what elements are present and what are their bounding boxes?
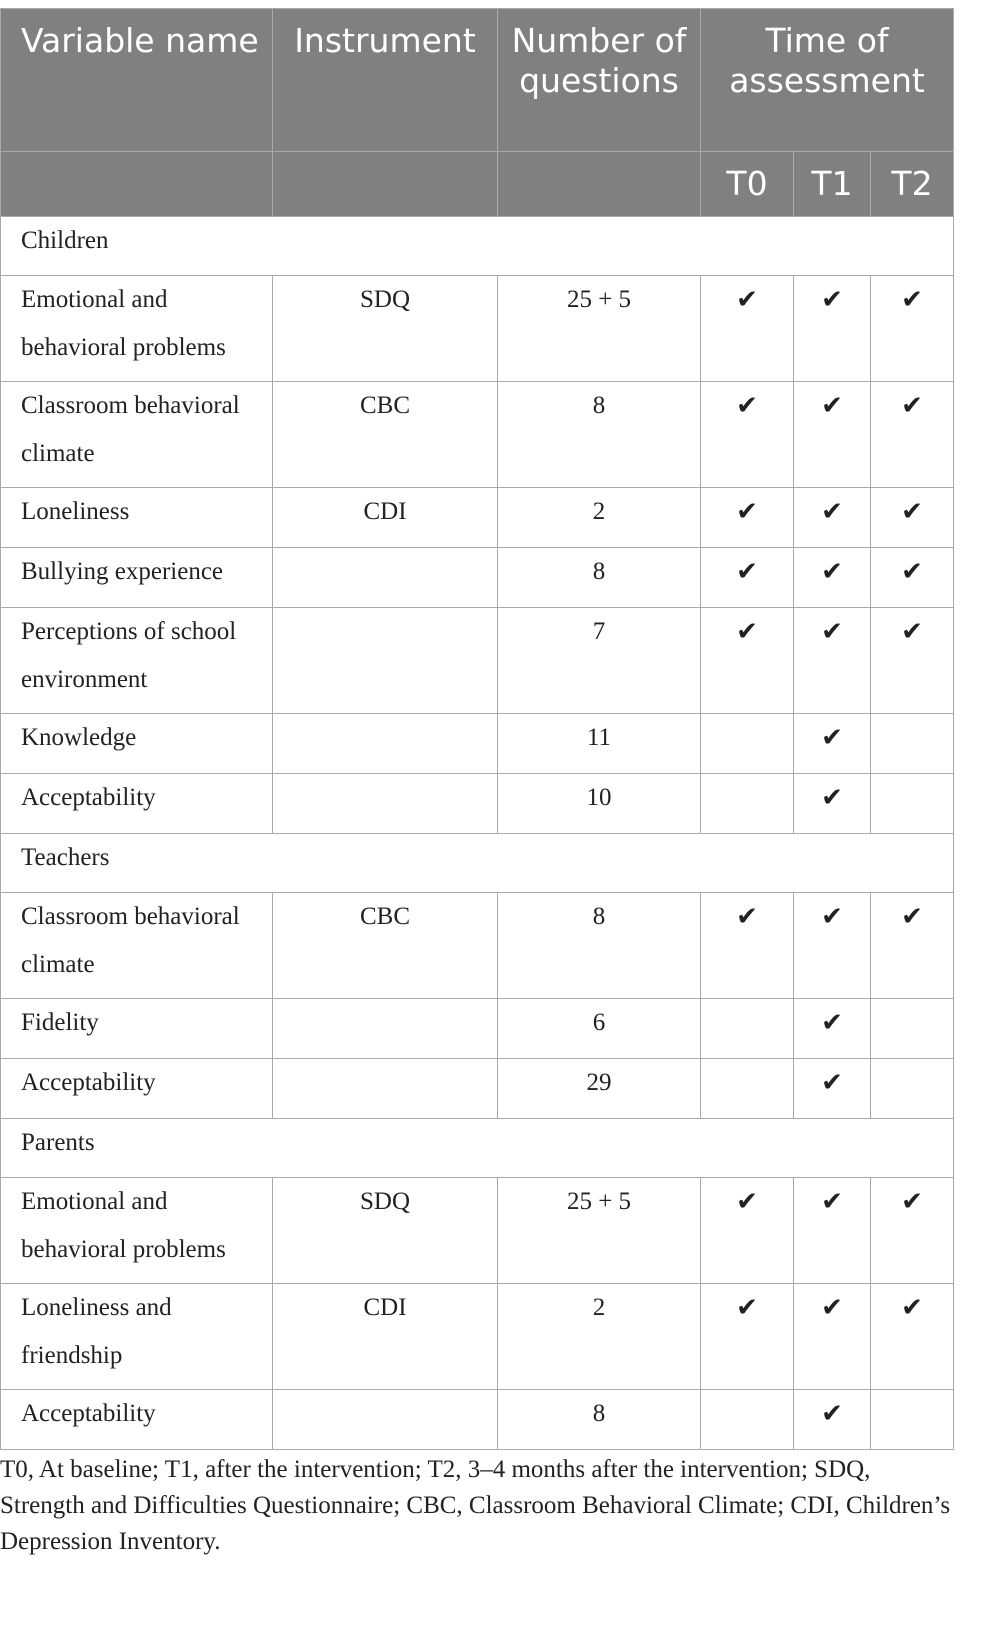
check-mark-icon: ✔ bbox=[901, 1293, 923, 1323]
section-label: Parents bbox=[1, 1119, 954, 1178]
check-mark-icon: ✔ bbox=[821, 783, 843, 813]
t2-cell bbox=[871, 1284, 954, 1390]
t1-cell bbox=[794, 999, 871, 1059]
t1-cell bbox=[794, 893, 871, 999]
check-mark-icon: ✔ bbox=[821, 557, 843, 587]
table-header bbox=[1, 9, 954, 217]
instrument-cell: CDI bbox=[273, 488, 498, 548]
table-row bbox=[1, 548, 954, 608]
check-mark-icon: ✔ bbox=[736, 1293, 758, 1323]
t2-cell bbox=[871, 893, 954, 999]
t1-cell bbox=[794, 1178, 871, 1284]
check-mark-icon: ✔ bbox=[821, 1187, 843, 1217]
table-row bbox=[1, 714, 954, 774]
t0-cell bbox=[701, 714, 794, 774]
questions-cell: 8 bbox=[498, 1390, 701, 1450]
instrument-cell bbox=[273, 548, 498, 608]
variable-name-cell: Perceptions of school environment bbox=[1, 608, 273, 714]
header-blank-cell bbox=[273, 152, 498, 217]
t0-cell bbox=[701, 276, 794, 382]
t0-cell bbox=[701, 608, 794, 714]
check-mark-icon: ✔ bbox=[821, 902, 843, 932]
check-mark-icon: ✔ bbox=[901, 557, 923, 587]
check-mark-icon: ✔ bbox=[901, 391, 923, 421]
questions-cell: 11 bbox=[498, 714, 701, 774]
instrument-cell bbox=[273, 714, 498, 774]
instrument-cell bbox=[273, 608, 498, 714]
t1-cell bbox=[794, 276, 871, 382]
table-row bbox=[1, 1284, 954, 1390]
section-row bbox=[1, 1119, 954, 1178]
instrument-cell bbox=[273, 1059, 498, 1119]
check-mark-icon: ✔ bbox=[821, 497, 843, 527]
variable-name-cell: Loneliness and friendship bbox=[1, 1284, 273, 1390]
variable-name-cell: Emotional and behavioral problems bbox=[1, 276, 273, 382]
questions-cell: 2 bbox=[498, 488, 701, 548]
t1-cell bbox=[794, 608, 871, 714]
t1-cell bbox=[794, 1059, 871, 1119]
table-row bbox=[1, 1178, 954, 1284]
check-mark-icon: ✔ bbox=[901, 497, 923, 527]
t2-cell bbox=[871, 488, 954, 548]
t0-cell bbox=[701, 999, 794, 1059]
t1-cell bbox=[794, 1390, 871, 1450]
t2-cell bbox=[871, 382, 954, 488]
questions-cell: 25 + 5 bbox=[498, 276, 701, 382]
section-row bbox=[1, 834, 954, 893]
t2-cell bbox=[871, 1059, 954, 1119]
questions-cell: 2 bbox=[498, 1284, 701, 1390]
check-mark-icon: ✔ bbox=[736, 285, 758, 315]
check-mark-icon: ✔ bbox=[821, 723, 843, 753]
instrument-cell bbox=[273, 1390, 498, 1450]
t1-cell bbox=[794, 774, 871, 834]
variable-name-cell: Bullying experience bbox=[1, 548, 273, 608]
variable-name-cell: Loneliness bbox=[1, 488, 273, 548]
check-mark-icon: ✔ bbox=[736, 902, 758, 932]
variable-name-cell: Knowledge bbox=[1, 714, 273, 774]
instrument-cell: SDQ bbox=[273, 276, 498, 382]
instrument-cell bbox=[273, 999, 498, 1059]
instrument-cell bbox=[273, 774, 498, 834]
assessment-table bbox=[0, 8, 954, 1450]
t2-cell bbox=[871, 1178, 954, 1284]
section-row bbox=[1, 217, 954, 276]
t1-cell bbox=[794, 714, 871, 774]
check-mark-icon: ✔ bbox=[736, 1187, 758, 1217]
check-mark-icon: ✔ bbox=[736, 391, 758, 421]
header-instrument: Instrument bbox=[273, 9, 498, 152]
t2-cell bbox=[871, 1390, 954, 1450]
header-t0: T0 bbox=[701, 152, 794, 217]
t1-cell bbox=[794, 382, 871, 488]
t2-cell bbox=[871, 774, 954, 834]
check-mark-icon: ✔ bbox=[901, 285, 923, 315]
t0-cell bbox=[701, 774, 794, 834]
check-mark-icon: ✔ bbox=[821, 617, 843, 647]
table-body bbox=[1, 217, 954, 1450]
questions-cell: 29 bbox=[498, 1059, 701, 1119]
variable-name-cell: Classroom behavioral climate bbox=[1, 382, 273, 488]
table-row bbox=[1, 382, 954, 488]
table-row bbox=[1, 1059, 954, 1119]
instrument-cell: SDQ bbox=[273, 1178, 498, 1284]
t0-cell bbox=[701, 1178, 794, 1284]
t2-cell bbox=[871, 608, 954, 714]
variable-name-cell: Acceptability bbox=[1, 774, 273, 834]
header-number-of-questions: Number of questions bbox=[498, 9, 701, 152]
check-mark-icon: ✔ bbox=[821, 285, 843, 315]
t0-cell bbox=[701, 548, 794, 608]
check-mark-icon: ✔ bbox=[821, 1068, 843, 1098]
table-row bbox=[1, 774, 954, 834]
check-mark-icon: ✔ bbox=[821, 1399, 843, 1429]
questions-cell: 25 + 5 bbox=[498, 1178, 701, 1284]
table-row bbox=[1, 999, 954, 1059]
section-label: Children bbox=[1, 217, 954, 276]
t2-cell bbox=[871, 999, 954, 1059]
header-blank-cell bbox=[1, 152, 273, 217]
section-label: Teachers bbox=[1, 834, 954, 893]
header-time-of-assessment: Time of assessment bbox=[701, 9, 954, 152]
check-mark-icon: ✔ bbox=[736, 497, 758, 527]
t0-cell bbox=[701, 1284, 794, 1390]
t1-cell bbox=[794, 548, 871, 608]
questions-cell: 8 bbox=[498, 382, 701, 488]
t1-cell bbox=[794, 1284, 871, 1390]
questions-cell: 6 bbox=[498, 999, 701, 1059]
check-mark-icon: ✔ bbox=[901, 1187, 923, 1217]
header-blank-cell bbox=[498, 152, 701, 217]
instrument-cell: CBC bbox=[273, 893, 498, 999]
header-variable-name: Variable name bbox=[1, 9, 273, 152]
table-row bbox=[1, 893, 954, 999]
questions-cell: 8 bbox=[498, 893, 701, 999]
check-mark-icon: ✔ bbox=[821, 1293, 843, 1323]
t0-cell bbox=[701, 1390, 794, 1450]
header-t2: T2 bbox=[871, 152, 954, 217]
check-mark-icon: ✔ bbox=[736, 617, 758, 647]
t0-cell bbox=[701, 382, 794, 488]
t2-cell bbox=[871, 714, 954, 774]
variable-name-cell: Emotional and behavioral problems bbox=[1, 1178, 273, 1284]
check-mark-icon: ✔ bbox=[821, 1008, 843, 1038]
table-row bbox=[1, 608, 954, 714]
check-mark-icon: ✔ bbox=[901, 902, 923, 932]
variable-name-cell: Acceptability bbox=[1, 1390, 273, 1450]
t0-cell bbox=[701, 488, 794, 548]
variable-name-cell: Acceptability bbox=[1, 1059, 273, 1119]
check-mark-icon: ✔ bbox=[736, 557, 758, 587]
table-row bbox=[1, 488, 954, 548]
table-footnote: T0, At baseline; T1, after the intervention; T2, 3–4 months after the intervention; SDQ, Strength and Difficulties Questionnaire; CBC, Classroom Behavioral Climate; CDI, Children’s Depression Inventory. bbox=[0, 1456, 951, 1555]
check-mark-icon: ✔ bbox=[901, 617, 923, 647]
instrument-cell: CBC bbox=[273, 382, 498, 488]
t0-cell bbox=[701, 893, 794, 999]
check-mark-icon: ✔ bbox=[821, 391, 843, 421]
t2-cell bbox=[871, 548, 954, 608]
instrument-cell: CDI bbox=[273, 1284, 498, 1390]
header-t1: T1 bbox=[794, 152, 871, 217]
t2-cell bbox=[871, 276, 954, 382]
questions-cell: 7 bbox=[498, 608, 701, 714]
t1-cell bbox=[794, 488, 871, 548]
variable-name-cell: Fidelity bbox=[1, 999, 273, 1059]
table-row bbox=[1, 1390, 954, 1450]
questions-cell: 8 bbox=[498, 548, 701, 608]
table-row bbox=[1, 276, 954, 382]
variable-name-cell: Classroom behavioral climate bbox=[1, 893, 273, 999]
questions-cell: 10 bbox=[498, 774, 701, 834]
t0-cell bbox=[701, 1059, 794, 1119]
